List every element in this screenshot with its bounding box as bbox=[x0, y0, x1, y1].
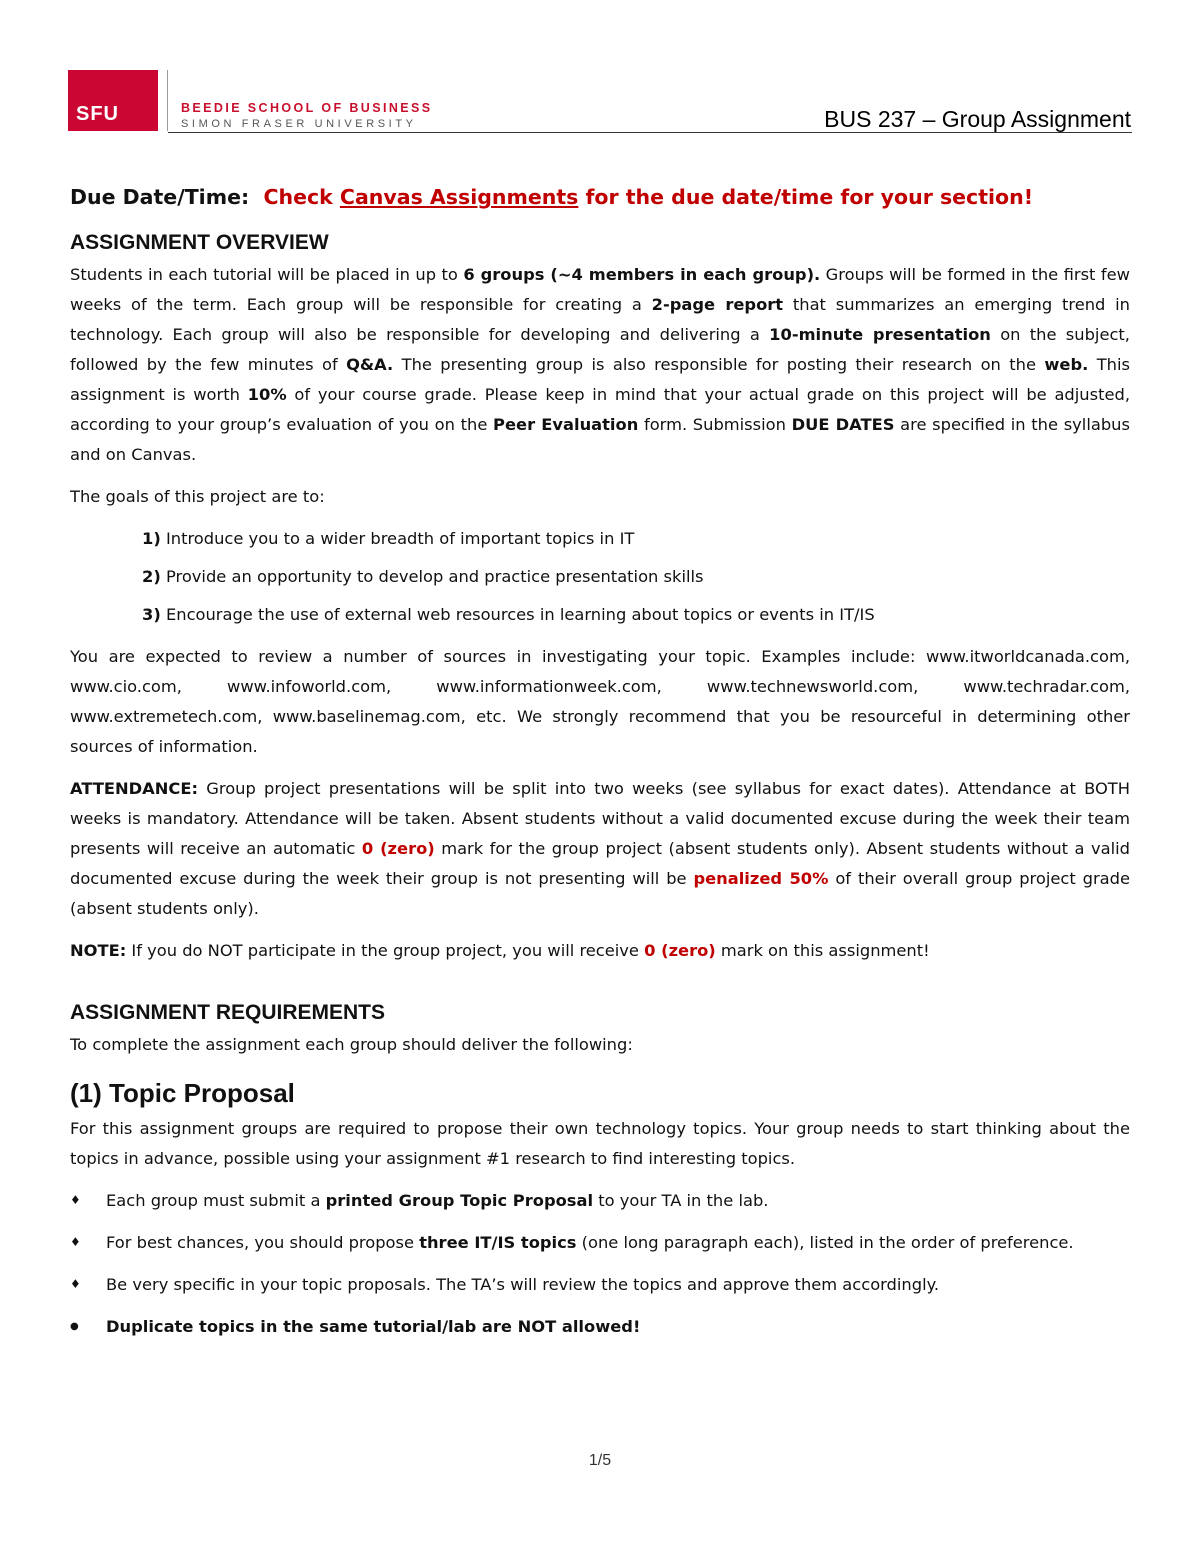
penalty-emphasis: penalized 50% bbox=[693, 869, 829, 888]
text-run: that summarizes an emerging trend in technology. Each group will also be responsible for developing and delivering a bbox=[70, 295, 1131, 344]
bold-run: 10-minute presentation bbox=[769, 325, 991, 344]
text-run: (one long paragraph each), listed in the order of preference. bbox=[576, 1233, 1074, 1252]
bold-run: Q&A. bbox=[346, 355, 394, 374]
bullet-item: ♦ Be very specific in your topic proposals. The TA’s will review the topics and approve them accordingly. bbox=[70, 1270, 1130, 1300]
attendance-label: ATTENDANCE: bbox=[70, 779, 198, 798]
goal-text: Provide an opportunity to develop and practice presentation skills bbox=[160, 567, 704, 586]
canvas-assignments-link[interactable]: Canvas Assignments bbox=[339, 185, 579, 209]
requirements-heading: ASSIGNMENT REQUIREMENTS bbox=[70, 1001, 386, 1024]
text-run: on the subject, followed by the few minutes of bbox=[70, 325, 1130, 374]
goals-list bbox=[142, 524, 1130, 630]
bold-run: printed Group Topic Proposal bbox=[325, 1191, 594, 1210]
bold-run: DUE DATES bbox=[791, 415, 895, 434]
goal-number: 2) bbox=[142, 567, 161, 586]
overview-heading: ASSIGNMENT OVERVIEW bbox=[70, 231, 329, 254]
text-run: of your course grade. Please keep in mind that your actual grade on this project will be adjusted, according to your group’s evaluation of you on the bbox=[70, 385, 1130, 434]
bullet-item bbox=[70, 1312, 1130, 1342]
sources-paragraph: You are expected to review a number of sources in investigating your topic. Examples include: www.itworldcanada.com, www.cio.com, www.infoworld.com, www.informationweek.com, www.technewsworld.com, www.techradar.com, www.extremetech.com, www.baselinemag.com, etc. We strongly recommend that you be resourceful in determining other sources of information. bbox=[70, 647, 1130, 756]
overview-paragraph bbox=[70, 260, 1130, 470]
topic-proposal-intro: For this assignment groups are required to propose their own technology topics. Your group needs to start thinking about the topics in advance, possible using your assignment #1 research to find interesting topics. bbox=[70, 1119, 1130, 1168]
text-run: mark on this assignment! bbox=[715, 941, 930, 960]
note-paragraph bbox=[70, 936, 1130, 966]
bold-run: 2-page report bbox=[651, 295, 784, 314]
bold-run: 10% bbox=[247, 385, 287, 404]
text-run: Groups will be formed in the first few weeks of the term. Each group will be responsible for creating a bbox=[70, 265, 1130, 314]
bold-run: three IT/IS topics bbox=[419, 1233, 577, 1252]
bold-run: Peer Evaluation bbox=[493, 415, 639, 434]
goal-number: 1) bbox=[142, 529, 161, 548]
bullet-item bbox=[70, 1228, 1130, 1258]
sfu-logo bbox=[68, 70, 158, 131]
spacer bbox=[70, 978, 1130, 996]
text-run: of their overall group project grade (absent students only). bbox=[70, 869, 1130, 918]
goal-item bbox=[142, 524, 1130, 554]
text-run: If you do NOT participate in the group project, you will receive bbox=[126, 941, 645, 960]
page-number: 1/5 bbox=[588, 1452, 612, 1469]
due-pre: Check bbox=[263, 185, 333, 209]
text-run: This assignment is worth bbox=[70, 355, 1130, 404]
text-run: are specified in the syllabus and on Canvas. bbox=[70, 415, 1130, 464]
university-name: SIMON FRASER UNIVERSITY bbox=[181, 118, 417, 130]
text-run: For best chances, you should propose bbox=[106, 1233, 420, 1252]
bold-run: web. bbox=[1044, 355, 1089, 374]
goal-text: Introduce you to a wider breadth of important topics in IT bbox=[160, 529, 635, 548]
header-rule bbox=[168, 132, 1132, 133]
goals-intro: The goals of this project are to: bbox=[70, 487, 325, 506]
logo-text: SFU bbox=[76, 103, 119, 125]
logo-divider bbox=[167, 70, 168, 131]
zero-mark-emphasis: 0 (zero) bbox=[644, 941, 716, 960]
bold-run: 6 groups (~4 members in each group). bbox=[463, 265, 821, 284]
bold-run: Duplicate topics in the same tutorial/lab are NOT allowed! bbox=[106, 1317, 641, 1336]
goal-text: Encourage the use of external web resources in learning about topics or events in IT/IS bbox=[160, 605, 875, 624]
requirements-bullets bbox=[70, 1186, 1130, 1342]
school-name: BEEDIE SCHOOL OF BUSINESS bbox=[181, 101, 433, 115]
text-run: form. Submission bbox=[638, 415, 792, 434]
due-date-line bbox=[70, 180, 1130, 214]
text-run: The presenting group is also responsible for posting their research on the bbox=[393, 355, 1045, 374]
note-label: NOTE: bbox=[70, 941, 127, 960]
text-run: Each group must submit a bbox=[106, 1191, 326, 1210]
goal-item bbox=[142, 600, 1130, 630]
text-run: to your TA in the lab. bbox=[593, 1191, 769, 1210]
attendance-paragraph bbox=[70, 774, 1130, 924]
topic-proposal-heading: (1) Topic Proposal bbox=[70, 1078, 295, 1108]
zero-mark-emphasis: 0 (zero) bbox=[361, 839, 435, 858]
text-run: mark for the group project (absent students only). Absent students without a valid documented excuse during the week their group is not presenting will be bbox=[70, 839, 1130, 888]
due-post: for the due date/time for your section! bbox=[585, 185, 1034, 209]
requirements-intro: To complete the assignment each group should deliver the following: bbox=[70, 1035, 633, 1054]
goal-item bbox=[142, 562, 1130, 592]
goal-number: 3) bbox=[142, 605, 161, 624]
bullet-item bbox=[70, 1186, 1130, 1216]
text-run: Students in each tutorial will be placed in up to bbox=[70, 265, 464, 284]
document-body bbox=[70, 180, 1130, 1354]
due-label: Due Date/Time: bbox=[70, 185, 250, 209]
text-run: Group project presentations will be split into two weeks (see syllabus for exact dates). Attendance at BOTH weeks is mandatory. Attendance will be taken. Absent students without a valid documented excuse during the week their team presents will receive an automatic bbox=[70, 779, 1130, 858]
document-title: BUS 237 – Group Assignment bbox=[824, 106, 1131, 132]
